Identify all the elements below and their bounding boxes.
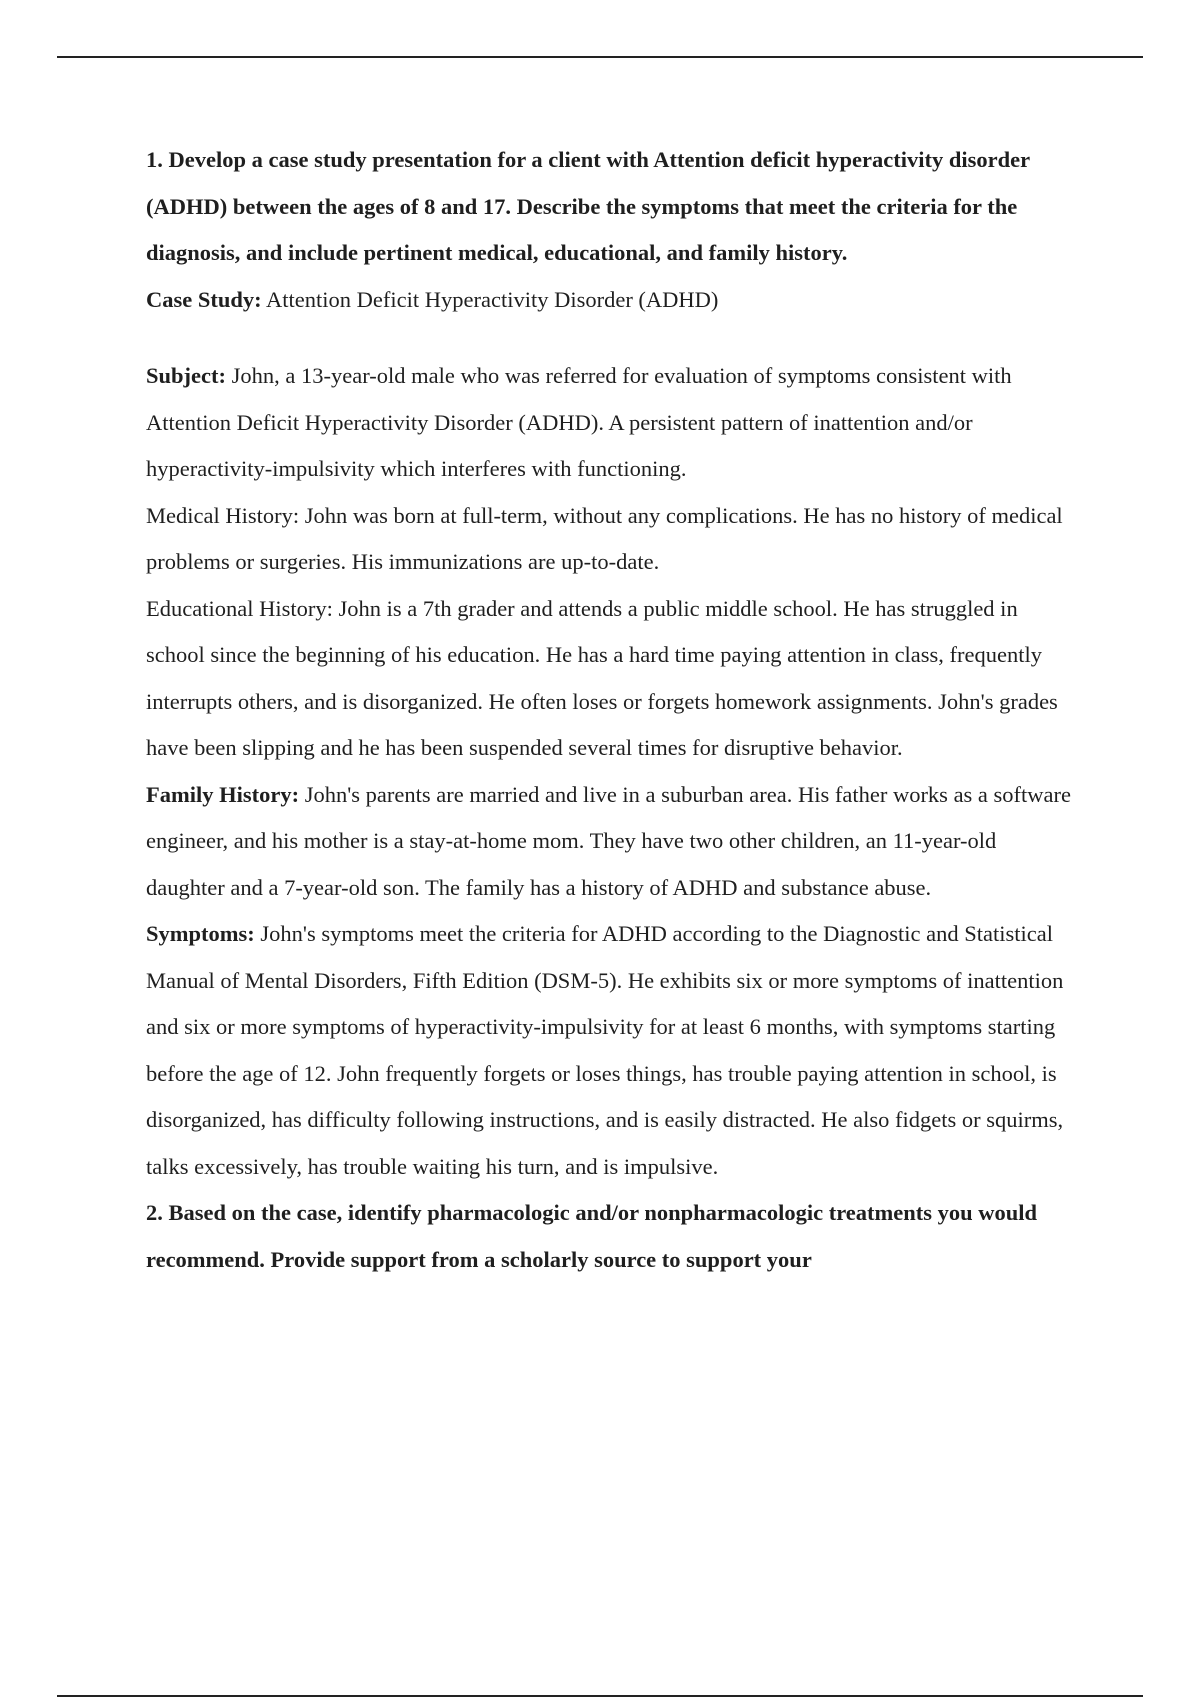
bottom-rule [57, 1695, 1143, 1697]
subject-text: John, a 13-year-old male who was referred for evaluation of symptoms consistent with Attention Deficit Hyperactivity Disorder (ADHD). A persistent pattern of inattention and/or hyperactivity-impulsivity which interferes with functioning. [146, 363, 1012, 481]
family-history-text: John's parents are married and live in a suburban area. His father works as a software engineer, and his mother is a stay-at-home mom. They have two other children, an 11-year-old daughter and a 7-year-old son. The family has a history of ADHD and substance abuse. [146, 781, 1072, 900]
family-history-paragraph [146, 772, 1076, 912]
subject-label: Subject: [146, 363, 226, 388]
question-2: 2. Based on the case, identify pharmacologic and/or nonpharmacologic treatments you would recommend. Provide support from a scholarly source to support your [146, 1200, 1038, 1272]
symptoms-text: John's symptoms meet the criteria for ADHD according to the Diagnostic and Statistical Manual of Mental Disorders, Fifth Edition (DSM-5). He exhibits six or more symptoms of inattention and six or more symptoms of hyperactivity-impulsivity for at least 6 months, with symptoms starting before the age of 12. John frequently forgets or loses things, has trouble paying attention in school, is disorganized, has difficulty following instructions, and is easily distracted. He also fidgets or squirms, talks excessively, has trouble waiting his turn, and is impulsive. [146, 921, 1064, 1179]
symptoms-paragraph [146, 911, 1076, 1190]
medical-history-paragraph: Medical History: John was born at full-term, without any complications. He has no history of medical problems or surgeries. His immunizations are up-to-date. [146, 502, 1063, 574]
case-study-line [146, 277, 1076, 324]
document-body [146, 137, 1076, 1283]
paragraph-gap [146, 323, 1076, 353]
subject-paragraph [146, 353, 1076, 493]
case-study-text: Attention Deficit Hyperactivity Disorder (ADHD) [261, 286, 719, 312]
symptoms-label: Symptoms: [146, 921, 255, 946]
top-rule [57, 56, 1143, 58]
educational-history-paragraph: Educational History: John is a 7th grader and attends a public middle school. He has struggled in school since the beginning of his education. He has a hard time paying attention in class, frequently interrupts others, and is disorganized. He often loses or forgets homework assignments. John's grades have been slipping and he has been suspended several times for disruptive behavior. [146, 595, 1058, 760]
question-1: 1. Develop a case study presentation for a client with Attention deficit hyperactivity disorder (ADHD) between the ages of 8 and 17. Describe the symptoms that meet the criteria for the diagnosis, and include pertinent medical, educational, and family history. [146, 147, 1030, 265]
family-history-label: Family History: [146, 781, 300, 807]
case-study-label: Case Study: [146, 286, 262, 312]
